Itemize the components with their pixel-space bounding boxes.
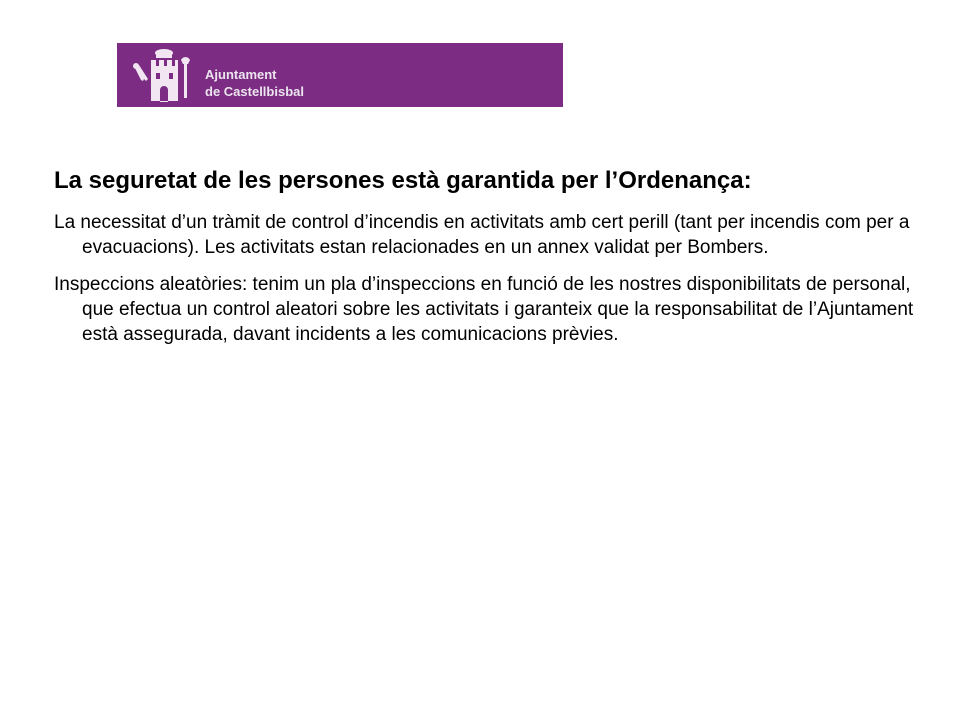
paragraph-random-inspections: Inspeccions aleatòries: tenim un pla d’inspeccions en funció de les nostres disponibilitats de personal, que efectua un control aleatori sobre les activitats i garanteix que la responsabilitat de l’Ajuntament està assegurada, davant incidents a les comunicacions prèvies. bbox=[54, 274, 914, 345]
paragraph-fire-control: La necessitat d’un tràmit de control d’incendis en activitats amb cert perill (tant per incendis com per a evacuacions). Les activitats estan relacionades en un annex validat per Bombers. bbox=[54, 212, 910, 258]
castle-tower-coat-of-arms-icon bbox=[129, 46, 195, 104]
slide-content bbox=[54, 165, 914, 359]
logo-line-2: de Castellbisbal bbox=[205, 84, 304, 99]
slide-heading: La seguretat de les persones està garantida per l’Ordenança: bbox=[54, 167, 752, 194]
municipality-logo-banner bbox=[117, 43, 563, 107]
logo-line-1: Ajuntament bbox=[205, 67, 277, 82]
logo-text bbox=[205, 66, 304, 100]
